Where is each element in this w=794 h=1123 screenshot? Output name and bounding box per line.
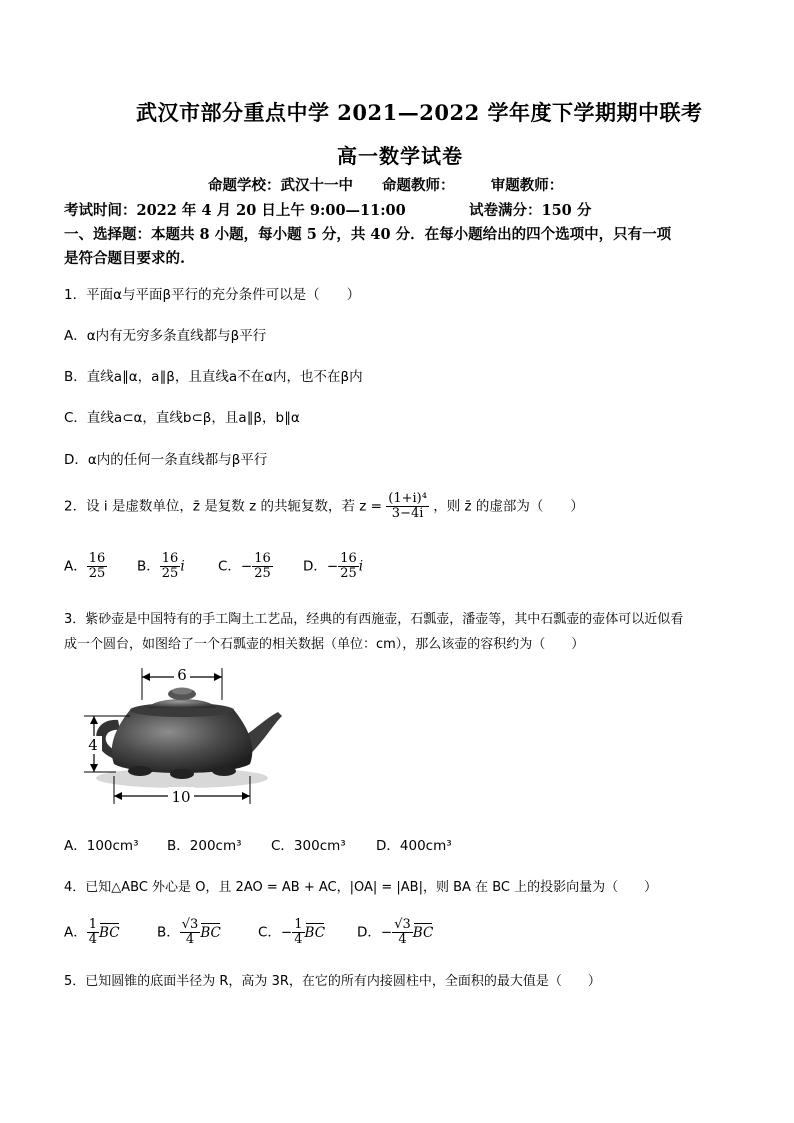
q2-fraction bbox=[386, 492, 429, 521]
teapot-figure bbox=[70, 660, 292, 808]
q5-stem: 5．已知圆锥的底面半径为 R，高为 3R，在它的所有内接圆柱中，全面积的最大值是（ ） bbox=[64, 974, 601, 989]
full-score: 试卷满分：150 分 bbox=[469, 202, 592, 219]
dim-bottom-label: 10 bbox=[171, 788, 191, 806]
q2-fraction-numerator: (1+i)⁴ bbox=[388, 491, 427, 506]
q2-option-c-num: 16 bbox=[254, 551, 271, 566]
q3-stem-line2: 成一个圆台，如图给了一个石瓢壶的相关数据（单位：cm），那么该壶的容积约为（ ） bbox=[64, 637, 585, 652]
dim-side-arrow-top bbox=[90, 716, 98, 724]
author-line: 命题学校：武汉十一中 命题教师： 审题教师： bbox=[208, 177, 564, 194]
dim-side-label: 4 bbox=[88, 736, 98, 754]
q2-stem-after: ，则 z̄ 的虚部为（ ） bbox=[433, 498, 584, 515]
q4-option-a-den: 4 bbox=[88, 932, 98, 947]
exam-title: 武汉市部分重点中学 2021—2022 学年度下学期期中联考 bbox=[136, 100, 703, 125]
q4-option-b-num: √3 bbox=[181, 917, 199, 932]
q4-option-a-label: A． bbox=[64, 924, 87, 941]
q4-option-a-num: 1 bbox=[88, 917, 98, 932]
q4-option-d-num: √3 bbox=[394, 917, 411, 932]
q2-stem-before: 2．设 i 是虚数单位，z̄ 是复数 z 的共轭复数，若 z = bbox=[64, 498, 382, 515]
q4-option-c-label: C．− bbox=[258, 924, 293, 941]
q1-stem: 1．平面α与平面β平行的充分条件可以是（ ） bbox=[64, 287, 361, 303]
q3-stem-line1: 3．紫砂壶是中国特有的手工陶土工艺品，经典的有西施壶，石瓢壶，潘壶等，其中石瓢壶的壶体可以近似看 bbox=[64, 612, 684, 627]
q2-option-d-suffix: i bbox=[358, 558, 364, 575]
q2-option-b-label: B． bbox=[137, 558, 160, 575]
q4-option-c bbox=[258, 918, 325, 947]
section-heading-line2: 是符合题目要求的. bbox=[64, 250, 186, 267]
teapot-lid bbox=[148, 699, 216, 708]
q2-option-a bbox=[64, 552, 107, 581]
dim-top-arrow-left bbox=[142, 673, 150, 681]
q2-option-d-den: 25 bbox=[340, 566, 357, 581]
q2-option-c bbox=[218, 552, 273, 581]
q2-option-a-label: A． bbox=[64, 558, 87, 575]
teapot-body bbox=[112, 710, 253, 773]
q1-option-a: A．α内有无穷多条直线都与β平行 bbox=[64, 328, 267, 344]
q4-option-c-vector: BC bbox=[304, 924, 326, 941]
q3-option-d: D．400cm³ bbox=[376, 838, 452, 854]
dim-top-arrow-right bbox=[214, 673, 222, 681]
q4-option-b-vector: BC bbox=[200, 924, 221, 941]
q3-option-a: A．100cm³ bbox=[64, 838, 139, 854]
q4-option-b-den: 4 bbox=[185, 932, 195, 947]
q1-option-b: B．直线a∥α，a∥β，且直线a不在α内，也不在β内 bbox=[64, 369, 363, 385]
q2-fraction-denominator: 3−4i bbox=[391, 506, 424, 521]
q2-option-d-num: 16 bbox=[340, 551, 357, 566]
dim-side-arrow-bottom bbox=[90, 764, 98, 772]
q2-option-c-label: C．− bbox=[218, 558, 253, 575]
teapot-foot-right bbox=[212, 766, 236, 776]
q4-option-a bbox=[64, 918, 120, 947]
q2-option-b bbox=[137, 552, 185, 581]
q2-option-d bbox=[303, 552, 363, 581]
q2-option-b-num: 16 bbox=[161, 551, 179, 566]
dim-top-label: 6 bbox=[177, 666, 187, 684]
q2-stem bbox=[64, 492, 584, 521]
q2-option-b-suffix: i bbox=[180, 558, 185, 575]
exam-subtitle: 高一数学试卷 bbox=[337, 144, 463, 168]
q3-option-b: B．200cm³ bbox=[167, 838, 242, 854]
q2-option-d-label: D．− bbox=[303, 558, 339, 575]
section-heading-line1: 一、选择题：本题共 8 小题，每小题 5 分，共 40 分．在每小题给出的四个选项中，只有一项 bbox=[64, 226, 672, 243]
q4-option-c-den: 4 bbox=[294, 932, 303, 947]
q2-option-a-den: 25 bbox=[88, 566, 106, 581]
q2-option-a-num: 16 bbox=[88, 551, 106, 566]
q1-option-c: C．直线a⊂α，直线b⊂β，且a∥β，b∥α bbox=[64, 410, 300, 426]
teapot-knob-top bbox=[172, 688, 192, 695]
q4-stem: 4．已知△ABC 外心是 O，且 2AO = AB + AC，|OA| = |AB|，则 BA 在 BC 上的投影向量为（ ） bbox=[64, 880, 658, 895]
q4-option-d bbox=[357, 918, 433, 947]
q4-option-d-label: D．− bbox=[357, 924, 393, 941]
q4-option-b bbox=[157, 918, 221, 947]
q1-option-d: D．α内的任何一条直线都与β平行 bbox=[64, 452, 268, 468]
dim-bottom-arrow-left bbox=[114, 792, 122, 800]
q4-option-b-label: B． bbox=[157, 924, 180, 941]
teapot-foot-left bbox=[128, 766, 152, 776]
q4-option-d-den: 4 bbox=[398, 932, 407, 947]
exam-time: 考试时间：2022 年 4 月 20 日上午 9:00—11:00 bbox=[64, 202, 406, 219]
dim-bottom-arrow-right bbox=[242, 792, 250, 800]
q3-option-c: C．300cm³ bbox=[271, 838, 346, 854]
q2-option-c-den: 25 bbox=[254, 566, 271, 581]
teapot-foot-middle bbox=[170, 769, 194, 779]
q4-option-d-vector: BC bbox=[412, 924, 434, 941]
q4-option-a-vector: BC bbox=[99, 924, 120, 941]
q2-option-b-den: 25 bbox=[161, 566, 179, 581]
q4-option-c-num: 1 bbox=[294, 917, 303, 932]
